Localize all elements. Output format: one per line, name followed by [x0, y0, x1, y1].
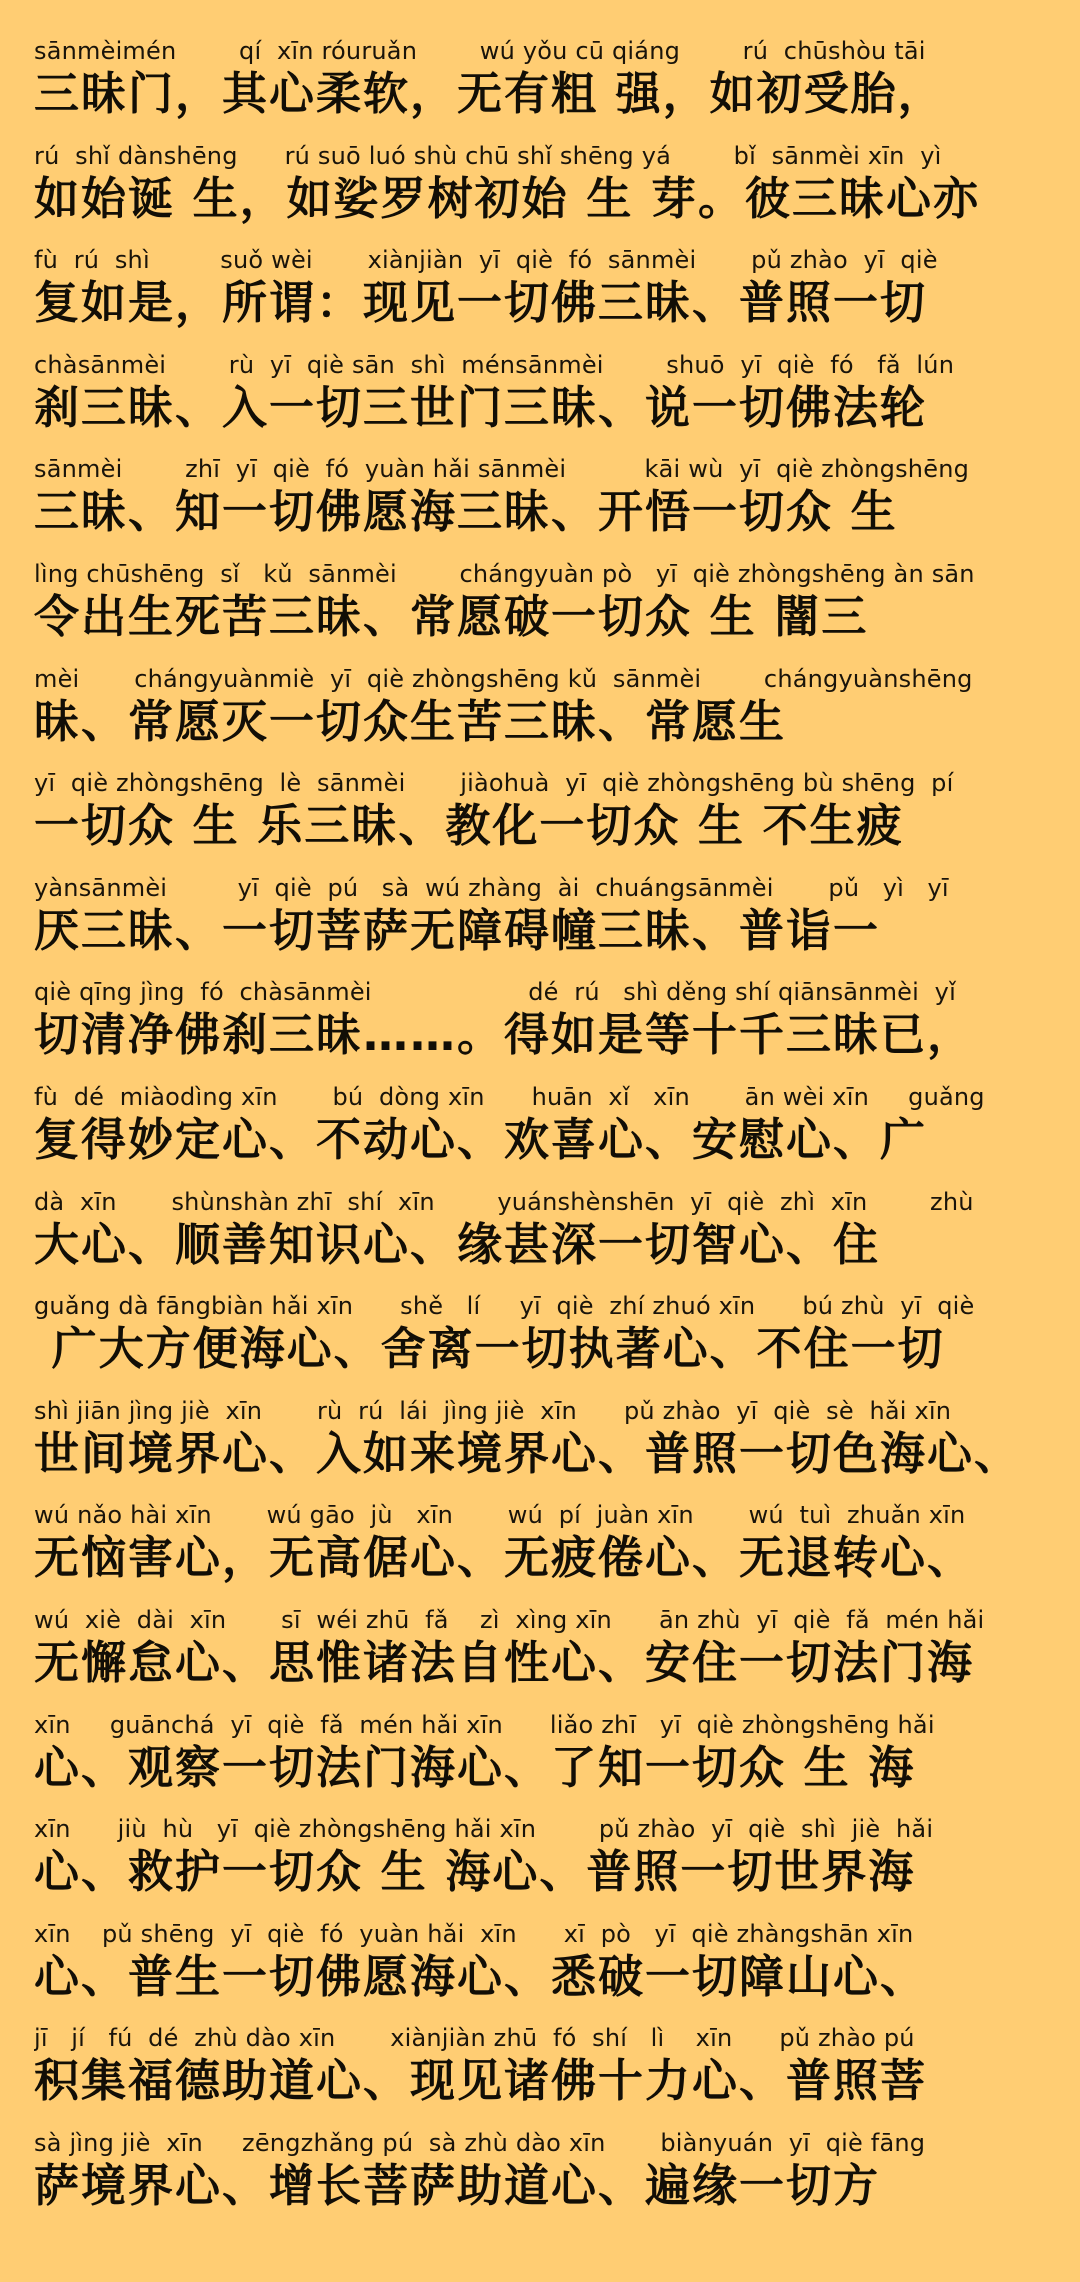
hanzi-line: 心、观察一切法门海心、了知一切众 生 海: [34, 1740, 916, 1794]
verse-line: [34, 141, 1080, 246]
hanzi-line: 萨境界心、增长菩萨助道心、遍缘一切方: [34, 2158, 881, 2212]
pinyin-line: xīn pǔ shēng yī qiè fó yuàn hǎi xīn xī pò yī qiè zhàngshān xīn: [34, 1919, 914, 1948]
verse-line: [34, 1291, 1080, 1396]
hanzi-line: 如始诞 生，如娑罗树初始 生 芽。彼三昧心亦: [34, 171, 981, 225]
verse-line: [34, 1500, 1080, 1605]
verse-line: [34, 768, 1080, 873]
pinyin-line: fù rú shì suǒ wèi xiànjiàn yī qiè fó sānmèi pǔ zhào yī qiè: [34, 246, 938, 275]
pinyin-line: lìng chūshēng sǐ kǔ sānmèi chángyuàn pò yī qiè zhòngshēng àn sān: [34, 559, 975, 588]
pinyin-line: dà xīn shùnshàn zhī shí xīn yuánshènshēn yī qiè zhì xīn zhù: [34, 1187, 974, 1216]
verse-line: [34, 2128, 1080, 2233]
verse-line: [34, 1710, 1080, 1815]
hanzi-line: 复得妙定心、不动心、欢喜心、安慰心、广: [34, 1112, 928, 1166]
hanzi-line: 切清净佛刹三昧……。得如是等十千三昧已，: [34, 1008, 975, 1062]
hanzi-line: 令出生死苦三昧、常愿破一切众 生 闇三: [34, 589, 869, 643]
pinyin-line: sà jìng jiè xīn zēngzhǎng pú sà zhù dào xīn biànyuán yī qiè fāng: [34, 2128, 926, 2157]
hanzi-line: 广大方便海心、舍离一切执著心、不住一切: [34, 1322, 945, 1376]
hanzi-line: 无懈怠心、思惟诸法自性心、安住一切法门海: [34, 1635, 975, 1689]
pinyin-line: yànsānmèi yī qiè pú sà wú zhàng ài chuángsānmèi pǔ yì yī: [34, 873, 949, 902]
hanzi-line: 心、普生一切佛愿海心、悉破一切障山心、: [34, 1949, 928, 2003]
pinyin-line: yī qiè zhòngshēng lè sānmèi jiàohuà yī qiè zhòngshēng bù shēng pí: [34, 769, 954, 798]
pinyin-line: rú shǐ dànshēng rú suō luó shù chū shǐ shēng yá bǐ sānmèi xīn yì: [34, 141, 942, 170]
pinyin-line: mèi chángyuànmiè yī qiè zhòngshēng kǔ sānmèi chángyuànshēng: [34, 664, 973, 693]
verse-line: [34, 1187, 1080, 1292]
verse-line: [34, 1919, 1080, 2024]
pinyin-line: jī jí fú dé zhù dào xīn xiànjiàn zhū fó shí lì xīn pǔ zhào pú: [34, 2024, 915, 2053]
pinyin-line: wú nǎo hài xīn wú gāo jù xīn wú pí juàn xīn wú tuì zhuǎn xīn: [34, 1501, 966, 1530]
verse-line: [34, 977, 1080, 1082]
hanzi-line: 复如是，所谓：现见一切佛三昧、普照一切: [34, 276, 928, 330]
verse-line: [34, 1082, 1080, 1187]
pinyin-line: shì jiān jìng jiè xīn rù rú lái jìng jiè xīn pǔ zhào yī qiè sè hǎi xīn: [34, 1396, 952, 1425]
verse-line: [34, 350, 1080, 455]
pinyin-line: qiè qīng jìng fó chàsānmèi dé rú shì děng shí qiānsānmèi yǐ: [34, 978, 956, 1007]
pinyin-line: guǎng dà fāngbiàn hǎi xīn shě lí yī qiè zhí zhuó xīn bú zhù yī qiè: [34, 1292, 975, 1321]
verse-line: [34, 2023, 1080, 2128]
verse-line: [34, 245, 1080, 350]
verse-line: [34, 1396, 1080, 1501]
hanzi-line: 刹三昧、入一切三世门三昧、说一切佛法轮: [34, 380, 928, 434]
verse-line: [34, 873, 1080, 978]
pinyin-line: xīn jiù hù yī qiè zhòngshēng hǎi xīn pǔ zhào yī qiè shì jiè hǎi: [34, 1815, 934, 1844]
verse-line: [34, 559, 1080, 664]
hanzi-line: 厌三昧、一切菩萨无障碍幢三昧、普诣一: [34, 903, 881, 957]
hanzi-line: 昧、常愿灭一切众生苦三昧、常愿生: [34, 694, 787, 748]
hanzi-line: 一切众 生 乐三昧、教化一切众 生 不生疲: [34, 799, 904, 853]
hanzi-line: 心、救护一切众 生 海心、普照一切世界海: [34, 1845, 916, 1899]
pinyin-line: chàsānmèi rù yī qiè sān shì ménsānmèi shuō yī qiè fó fǎ lún: [34, 350, 955, 379]
verse-line: [34, 1605, 1080, 1710]
verse-line: [34, 664, 1080, 769]
hanzi-line: 世间境界心、入如来境界心、普照一切色海心、: [34, 1426, 1022, 1480]
hanzi-line: 无恼害心，无高倨心、无疲倦心、无退转心、: [34, 1531, 975, 1585]
verse-line: [34, 36, 1080, 141]
hanzi-line: 三昧门，其心柔软，无有粗 强，如初受胎，: [34, 67, 945, 120]
pinyin-line: sānmèimén qí xīn róuruǎn wú yǒu cū qiáng rú chūshòu tāi: [34, 37, 926, 65]
pinyin-line: fù dé miàodìng xīn bú dòng xīn huān xǐ xīn ān wèi xīn guǎng: [34, 1082, 985, 1111]
hanzi-line: 大心、顺善知识心、缘甚深一切智心、住: [34, 1217, 881, 1271]
verse-line: [34, 454, 1080, 559]
hanzi-line: 三昧、知一切佛愿海三昧、开悟一切众 生: [34, 485, 898, 539]
pinyin-line: xīn guānchá yī qiè fǎ mén hǎi xīn liǎo zhī yī qiè zhòngshēng hǎi: [34, 1710, 935, 1739]
verse-line: [34, 1814, 1080, 1919]
pinyin-line: sānmèi zhī yī qiè fó yuàn hǎi sānmèi kāi wù yī qiè zhòngshēng: [34, 455, 970, 484]
hanzi-line: 积集福德助道心、现见诸佛十力心、普照菩: [34, 2054, 928, 2108]
pinyin-line: wú xiè dài xīn sī wéi zhū fǎ zì xìng xīn ān zhù yī qiè fǎ mén hǎi: [34, 1605, 985, 1634]
